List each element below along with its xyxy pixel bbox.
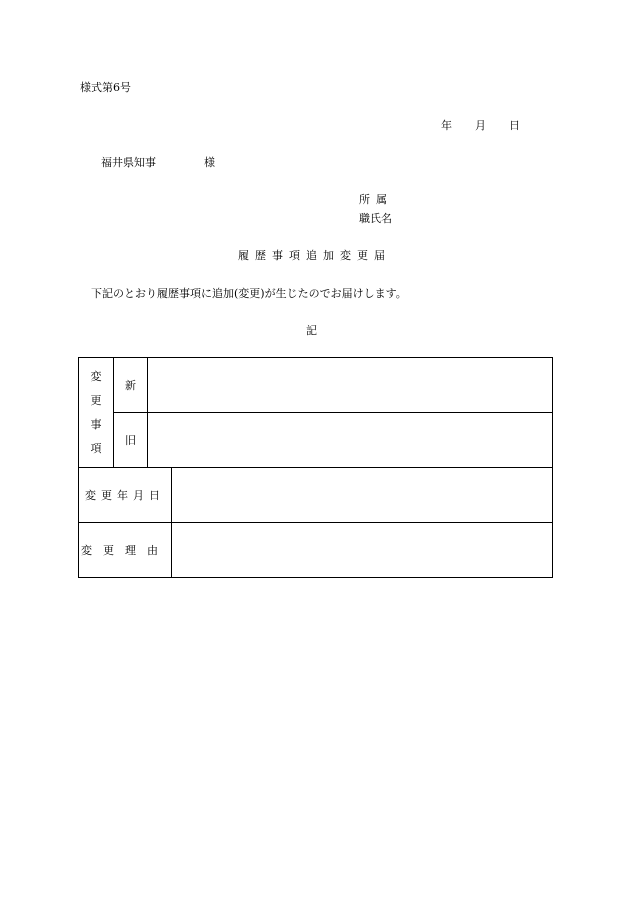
date-year-label: 年: [441, 119, 452, 132]
affiliation-label: 所属: [359, 193, 393, 206]
change-item-char: 変: [90, 369, 102, 383]
change-item-char: 事: [90, 417, 102, 431]
change-item-label: [79, 358, 114, 468]
change-date-label: 変更年月日: [79, 468, 172, 523]
new-row: [79, 358, 553, 413]
old-label: 旧: [114, 413, 148, 468]
name-label: 職氏名: [359, 212, 392, 225]
ki-heading: 記: [306, 324, 317, 337]
change-item-char: 更: [90, 393, 102, 407]
new-label: 新: [114, 358, 148, 413]
old-value-field[interactable]: [148, 413, 553, 468]
date-day-label: 日: [509, 119, 520, 132]
change-reason-row: [79, 523, 553, 578]
new-value-field[interactable]: [148, 358, 553, 413]
change-date-row: [79, 468, 553, 523]
change-reason-field[interactable]: [172, 523, 553, 578]
body-text: 下記のとおり履歴事項に追加(変更)が生じたのでお届けします。: [91, 287, 407, 300]
change-item-char: 項: [90, 441, 102, 455]
change-form-table: [78, 357, 553, 578]
old-row: [79, 413, 553, 468]
form-number: 様式第6号: [80, 81, 131, 94]
date-month-label: 月: [475, 119, 486, 132]
document-title: 履歴事項追加変更届: [238, 249, 391, 262]
addressee: [101, 156, 215, 170]
honorific: 様: [204, 156, 215, 169]
change-date-field[interactable]: [172, 468, 553, 523]
date-line: [441, 119, 520, 133]
change-reason-label: 変更理由: [79, 523, 172, 578]
recipient: 福井県知事: [101, 156, 156, 169]
